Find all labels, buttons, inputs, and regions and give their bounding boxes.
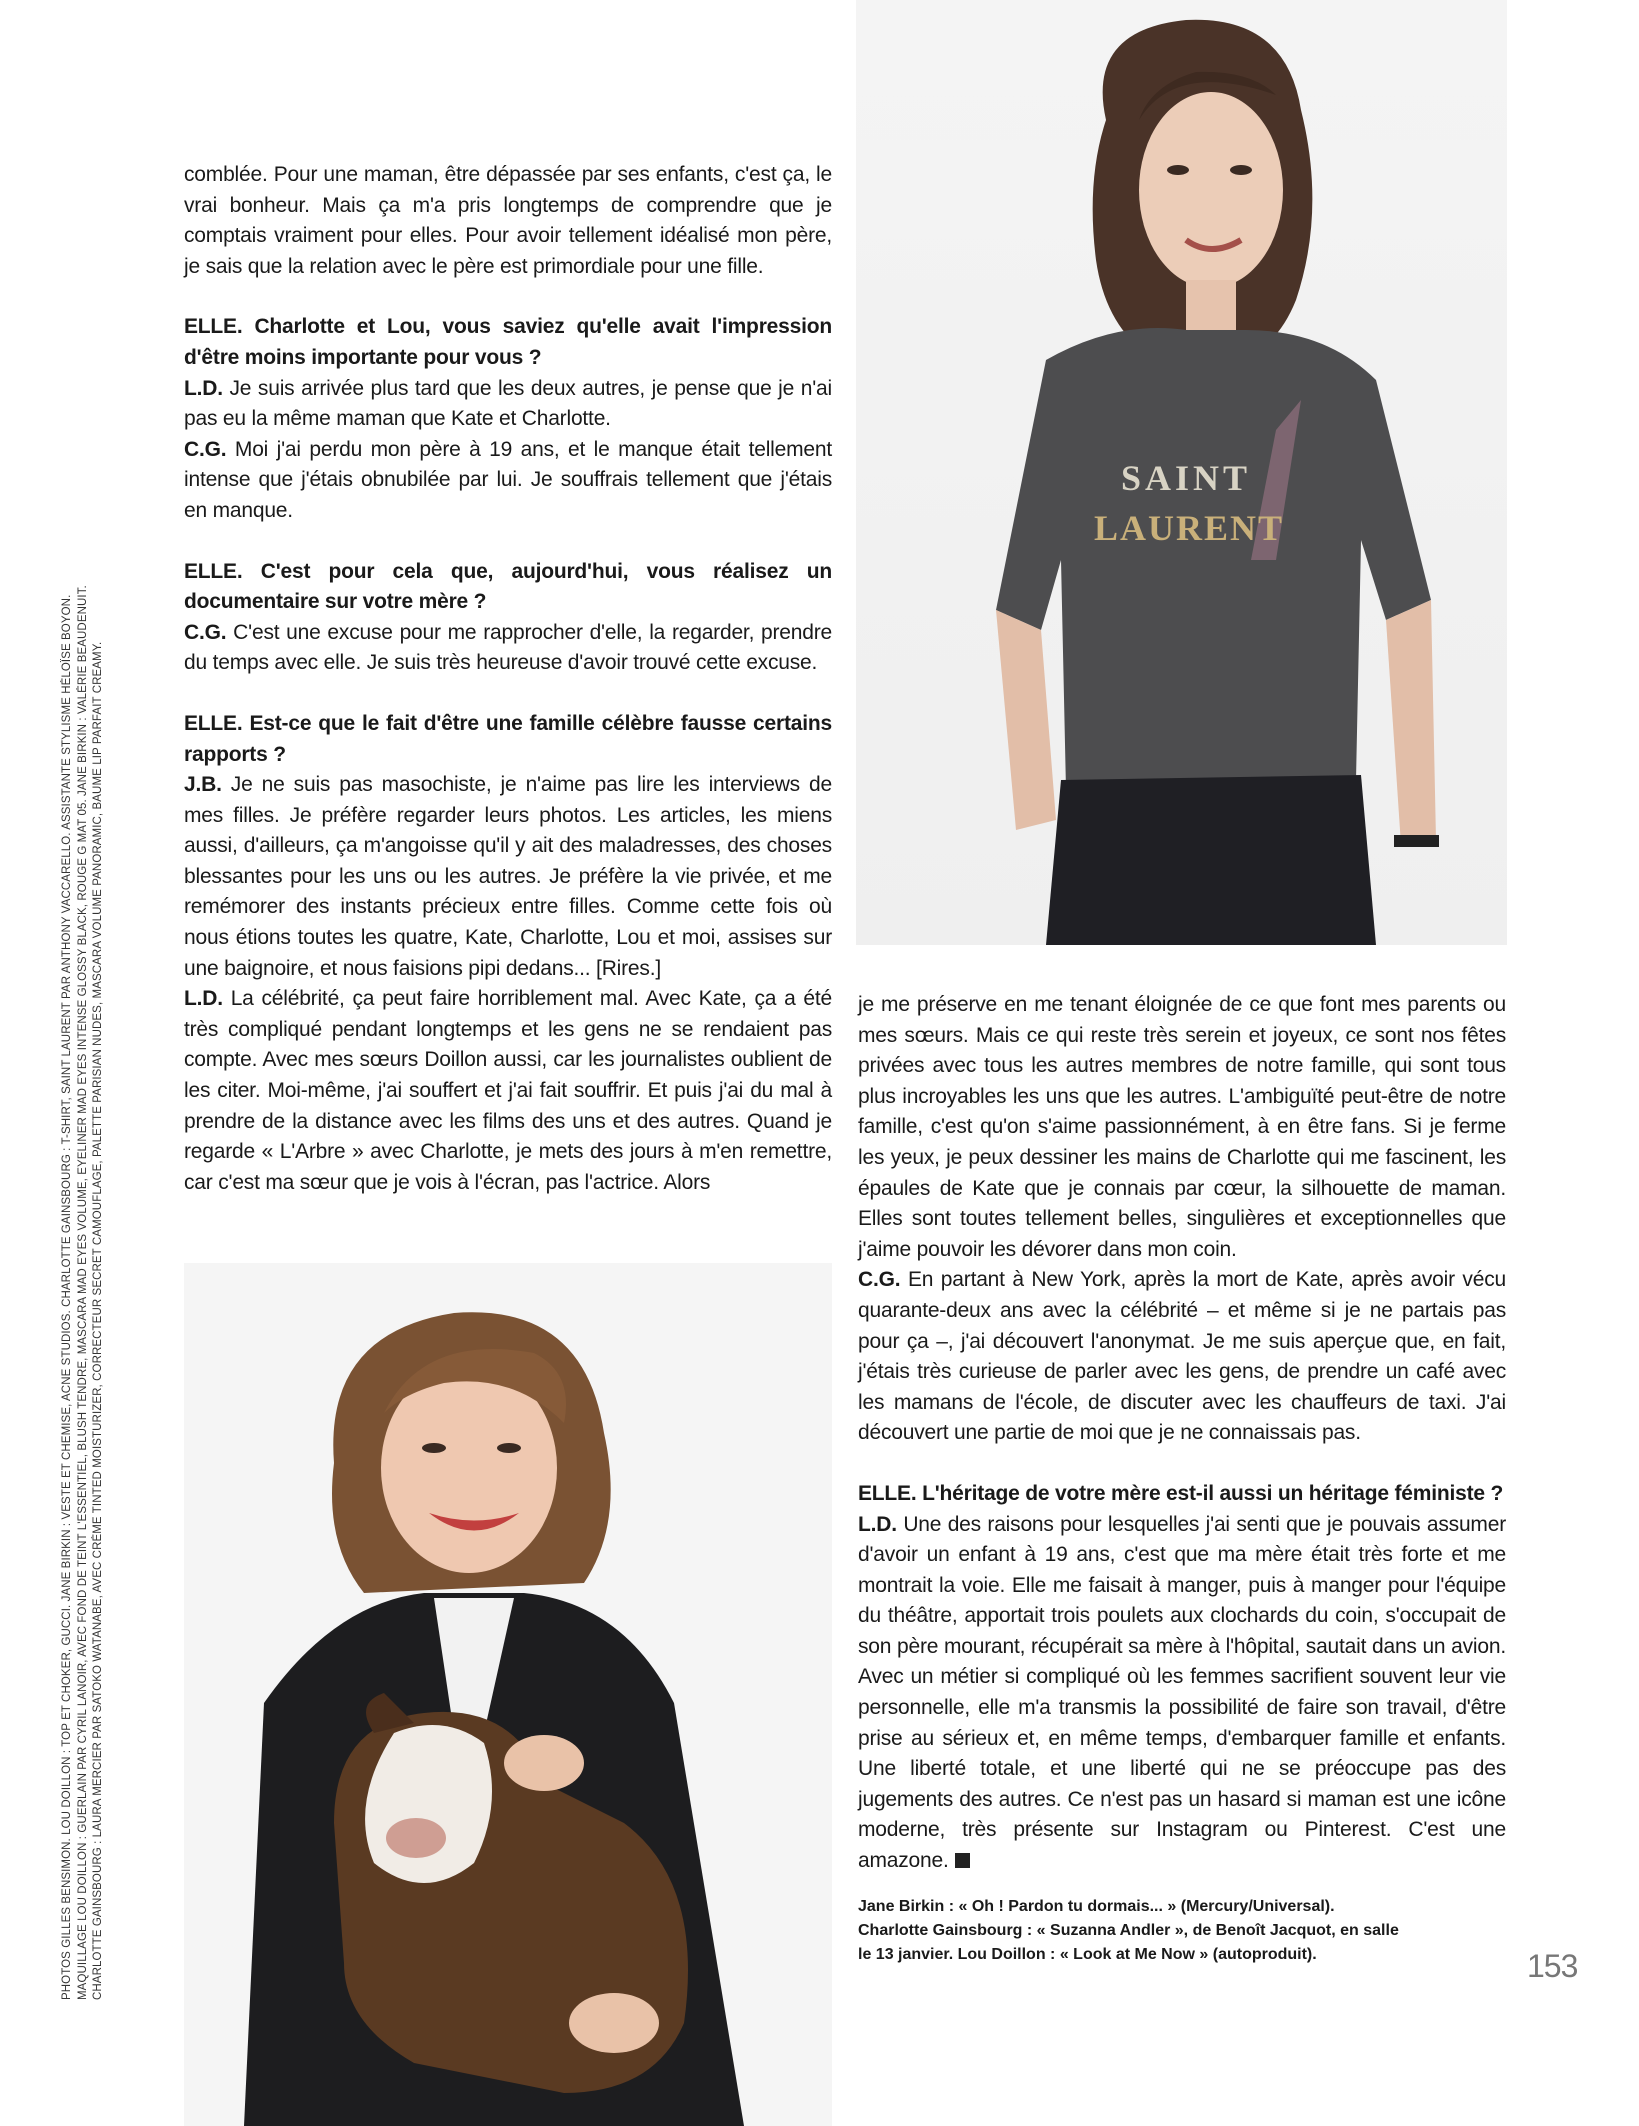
speaker-initials: C.G. [184, 620, 227, 644]
speaker-initials: L.D. [184, 987, 223, 1011]
interview-question: ELLE. C'est pour cela que, aujourd'hui, vous réalisez un documentaire sur votre mère ? [184, 559, 832, 614]
interview-answer [184, 984, 832, 1198]
source-line: Jane Birkin : « Oh ! Pardon tu dormais... » (Mercury/Universal). [858, 1898, 1335, 1915]
source-line: Charlotte Gainsbourg : « Suzanna Andler », de Benoît Jacquot, en salle [858, 1922, 1399, 1939]
answer-text: Je suis arrivée plus tard que les deux autres, je pense que je n'ai pas eu la même maman que Kate et Charlotte. [184, 376, 832, 431]
interview-answer [184, 374, 832, 435]
speaker-initials: J.B. [184, 773, 222, 797]
article-column-right [858, 990, 1506, 1877]
credits-line-1: PHOTOS GILLES BENSIMON. LOU DOILLON : TOP ET CHOKER, GUCCI. JANE BIRKIN : VESTE ET CHEMISE, ACNE STUDIOS. CHARLOTTE GAINSBOURG : T-SHIRT, SAINT LAURENT PAR ANTHONY VACCARELLO. ASSISTANTE STYLISME HÉLOÏSE BOYON. [61, 594, 73, 2000]
paragraph: comblée. Pour une maman, être dépassée par ses enfants, c'est ça, le vrai bonheur. Mais ça m'a pris longtemps de comprendre que je comptais vraiment pour elles. Pour avoir tellement idéalisé mon père, je sais que la relation avec le père est primordiale pour une fille. [184, 163, 832, 278]
tshirt-print-line-2: LAURENT [1094, 508, 1285, 548]
photo-credits [60, 480, 120, 2000]
speaker-initials: L.D. [184, 376, 223, 400]
credits-line-2: MAQUILLAGE LOU DOILLON : GUERLAIN PAR CYRIL LANOIR, AVEC FOND DE TEINT L'ESSENTIEL, BLUSH TENDRE, MASCARA MAD EYES VOLUME, EYELINER MAD EYES INTENSE GLOSSY BLACK, ROUGE G MAT 05. JANE BIRKIN : VALÉRIE BEAUDENUIT. [76, 585, 89, 2000]
interview-answer [184, 618, 832, 679]
charlotte-illustration [856, 0, 1507, 945]
answer-text: Moi j'ai perdu mon père à 19 ans, et le manque était tellement intense que j'étais obnubilée par lui. Je souffrais tellement que j'étais en manque. [184, 437, 832, 522]
paragraph: je me préserve en me tenant éloignée de ce que font mes parents ou mes sœurs. Mais ce qui reste très serein et joyeux, ce sont nos fêtes privées avec tous les autres membres de notre famille, qui sont tous plus incroyables les uns que les autres. L'ambiguïté peut-être de notre famille, c'est qu'on s'aime passionnément, à en être fans. Si je ferme les yeux, je peux dessiner les mains de Charlotte qui me fascinent, les épaules de Kate que je connais par cœur, la silhouette de maman. Elles sont toutes tellement belles, singulières et exceptionnelles que j'aime pouvoir les dévorer dans mon coin. [858, 993, 1506, 1261]
article-column-left [184, 160, 832, 1198]
interview-answer [858, 1265, 1506, 1449]
interview-answer [858, 1510, 1506, 1877]
photo-charlotte-gainsbourg [856, 0, 1507, 945]
speaker-initials: L.D. [858, 1512, 897, 1536]
answer-text: Je ne suis pas masochiste, je n'aime pas lire les interviews de mes filles. Je préfère regarder leurs photos. Les articles, les miens aussi, d'ailleurs, ça m'angoisse qu'il y ait des maladresses, des choses blessantes pour les uns ou les autres. Je préfère la vie privée, et me remémorer des instants précieux entre filles. Comme cette fois où nous étions toutes les quatre, Kate, Charlotte, Lou et moi, assises sur une baignoire, et nous faisions pipi dedans... [Rires.] [184, 773, 832, 980]
answer-text: Une des raisons pour lesquelles j'ai senti que je pouvais assumer d'avoir un enfant à 19 ans, c'est que ma mère était très forte et me montrait la voie. Elle me faisait à manger, puis à manger pour l'équipe du théâtre, apportait trois poulets aux clochards du coin, s'occupait de son père mourant, récupérait sa mère à l'hôpital, sautait dans un avion. Avec un métier si compliqué où les femmes sacrifient souvent leur vie personnelle, elle m'a transmis la possibilité de faire son travail, d'être prise au sérieux et, en même temps, d'embarquer famille et enfants. Une liberté totale, et une liberté qui ne se préoccupe pas des jugements des autres. Ce n'est pas un hasard si maman est une icône moderne, très présente sur Instagram ou Pinterest. C'est une amazone. [858, 1512, 1506, 1873]
interview-answer [184, 435, 832, 527]
page-number: 153 [1527, 1948, 1578, 1984]
interview-question: ELLE. Est-ce que le fait d'être une famille célèbre fausse certains rapports ? [184, 711, 832, 766]
answer-text: C'est une excuse pour me rapprocher d'elle, la regarder, prendre du temps avec elle. Je suis très heureuse d'avoir trouvé cette excuse. [184, 620, 832, 675]
speaker-initials: C.G. [184, 437, 227, 461]
end-of-article-mark [955, 1853, 970, 1868]
answer-text: La célébrité, ça peut faire horriblement mal. Avec Kate, ça a été très compliqué pendant longtemps et les gens ne se rendaient pas compte. Avec mes sœurs Doillon aussi, car les journalistes oublient de les citer. Moi-même, j'ai souffert et j'ai fait souffrir. Et puis j'ai du mal à prendre de la distance avec les films des uns et des autres. Quand je regarde « L'Arbre » avec Charlotte, je mets des jours à m'en remettre, car c'est ma sœur que je vois à l'écran, pas l'actrice. Alors [184, 987, 832, 1194]
tshirt-print-line-1: SAINT [1121, 458, 1252, 498]
speaker-initials: C.G. [858, 1268, 901, 1292]
article-sources [858, 1895, 1518, 1967]
interview-question: ELLE. Charlotte et Lou, vous saviez qu'elle avait l'impression d'être moins importante pour vous ? [184, 315, 832, 369]
answer-text: En partant à New York, après la mort de Kate, après avoir vécu quarante-deux ans avec la célébrité – et même si je ne partais pas pour ça –, j'ai découvert l'anonymat. Je me suis aperçue que, en fait, j'étais très curieuse de parler avec les gens, de prendre un café avec les mamans de l'école, de discuter avec les chauffeurs de taxi. J'ai découvert une partie de moi que je ne connaissais pas. [858, 1268, 1506, 1445]
jane-illustration [184, 1263, 832, 2126]
source-line: le 13 janvier. Lou Doillon : « Look at Me Now » (autoproduit). [858, 1946, 1317, 1963]
credits-line-3: CHARLOTTE GAINSBOURG : LAURA MERCIER PAR SATOKO WATANABE, AVEC CRÈME TINTED MOISTURIZER, CORRECTEUR SECRET CAMOUFLAGE, PALETTE PARISIAN NUDES, MASCARA VOLUME PANORAMIC, BAUME LIP PARFAIT CREAMY. [92, 641, 104, 2000]
interview-question: ELLE. L'héritage de votre mère est-il aussi un héritage féministe ? [858, 1481, 1504, 1505]
interview-answer [184, 770, 832, 984]
photo-jane-birkin [184, 1263, 832, 2126]
